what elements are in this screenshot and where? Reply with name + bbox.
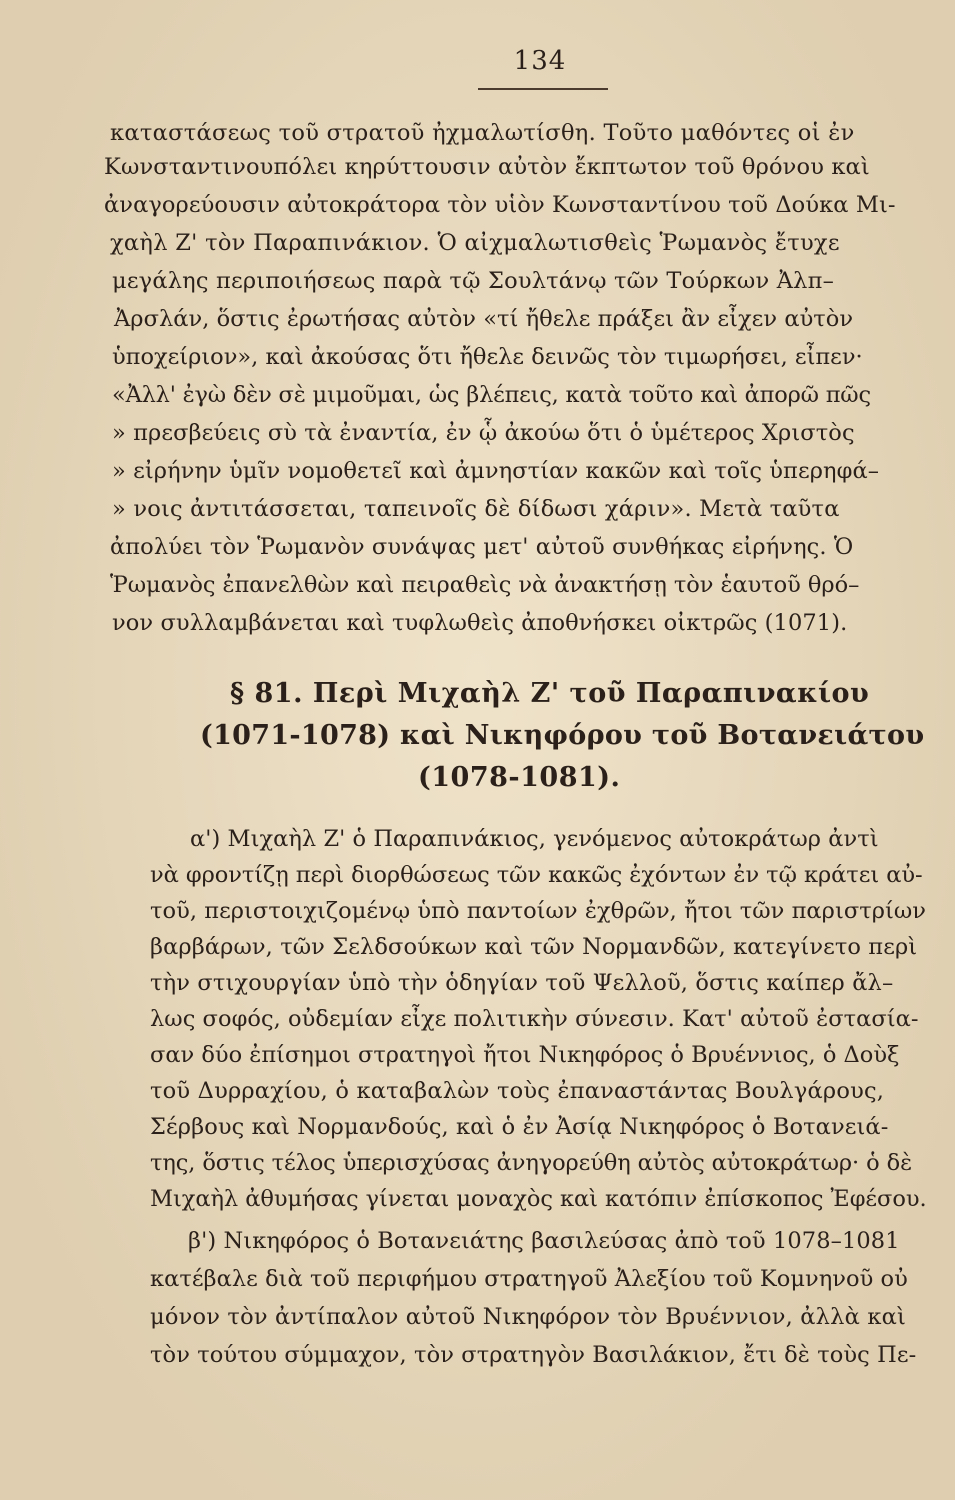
text-line: α') Μιχαὴλ Ζ' ὁ Παραπινάκιος, γενόμενος αὐτοκράτωρ ἀντὶ [190,826,879,852]
text-line: μόνον τὸν ἀντίπαλον αὐτοῦ Νικηφόρον τὸν Βρυέννιον, ἀλλὰ καὶ [150,1304,907,1330]
text-line: «Ἀλλ' ἐγὼ δὲν σὲ μιμοῦμαι, ὡς βλέπεις, κατὰ τοῦτο καὶ ἀπορῶ πῶς [112,382,871,408]
text-line: ἀπολύει τὸν Ῥωμανὸν συνάψας μετ' αὐτοῦ συνθήκας εἰρήνης. Ὁ [110,534,854,560]
page-number: 134 [513,46,567,76]
section-title-line-2: (1071-1078) καὶ Νικηφόρου τοῦ Βοτανειάτου [200,720,925,751]
text-line: τὴν στιχουργίαν ὑπὸ τὴν ὁδηγίαν τοῦ Ψελλοῦ, ὅστις καίπερ ἄλ– [150,970,894,996]
text-line: Ῥωμανὸς ἐπανελθὼν καὶ πειραθεὶς νὰ ἀνακτήσῃ τὸν ἑαυτοῦ θρό– [110,572,860,598]
text-line: Ἀρσλάν, ὅστις ἐρωτήσας αὐτὸν «τί ἤθελε πράξει ἂν εἶχεν αὐτὸν [114,306,854,332]
text-line: τοῦ, περιστοιχιζομένῳ ὑπὸ παντοίων ἐχθρῶν, ἤτοι τῶν παριστρίων [150,898,927,924]
text-line: ὑποχείριον», καὶ ἀκούσας ὅτι ἤθελε δεινῶς τὸν τιμωρήσει, εἶπεν· [112,344,863,370]
text-line: καταστάσεως τοῦ στρατοῦ ἠχμαλωτίσθη. Τοῦτο μαθόντες οἱ ἐν [110,120,855,146]
text-line: μεγάλης περιποιήσεως παρὰ τῷ Σουλτάνῳ τῶν Τούρκων Ἀλπ– [112,268,835,294]
text-line: β') Νικηφόρος ὁ Βοτανειάτης βασιλεύσας ἀπὸ τοῦ 1078–1081 [188,1228,900,1254]
text-line: ἀναγορεύουσιν αὐτοκράτορα τὸν υἱὸν Κωνσταντίνου τοῦ Δούκα Μι- [104,192,896,218]
text-line: » εἰρήνην ὑμῖν νομοθετεῖ καὶ ἀμνηστίαν κακῶν καὶ τοῖς ὑπερηφά– [112,458,880,484]
text-line: νον συλλαμβάνεται καὶ τυφλωθεὶς ἀποθνήσκει οἰκτρῶς (1071). [112,610,848,636]
text-line: της, ὅστις τέλος ὑπερισχύσας ἀνηγορεύθη αὐτὸς αὐτοκράτωρ· ὁ δὲ [150,1150,913,1176]
text-line: Σέρβους καὶ Νορμανδούς, καὶ ὁ ἐν Ἀσίᾳ Νικηφόρος ὁ Βοτανειά- [150,1114,889,1140]
text-line: σαν δύο ἐπίσημοι στρατηγοὶ ἤτοι Νικηφόρος ὁ Βρυέννιος, ὁ Δοὺξ [150,1042,900,1068]
text-line: τοῦ Δυρραχίου, ὁ καταβαλὼν τοὺς ἐπαναστάντας Βουλγάρους, [150,1078,885,1104]
text-line: χαὴλ Ζ' τὸν Παραπινάκιον. Ὁ αἰχμαλωτισθεὶς Ῥωμανὸς ἔτυχε [110,230,840,256]
text-line: βαρβάρων, τῶν Σελδσούκων καὶ τῶν Νορμανδῶν, κατεγίνετο περὶ [150,934,918,960]
section-title-line-1: § 81. Περὶ Μιχαὴλ Ζ' τοῦ Παραπινακίου [230,678,870,709]
page-number-rule [478,88,608,90]
text-line: Μιχαὴλ ἀθυμήσας γίνεται μοναχὸς καὶ κατόπιν ἐπίσκοπος Ἐφέσου. [150,1186,927,1212]
text-line: κατέβαλε διὰ τοῦ περιφήμου στρατηγοῦ Ἀλεξίου τοῦ Κομνηνοῦ οὐ [150,1266,908,1292]
text-line: Κωνσταντινουπόλει κηρύττουσιν αὐτὸν ἔκπτωτον τοῦ θρόνου καὶ [104,154,870,180]
text-line: » πρεσβεύεις σὺ τὰ ἐναντία, ἐν ᾧ ἀκούω ὅτι ὁ ὑμέτερος Χριστὸς [112,420,855,446]
text-line: νὰ φροντίζῃ περὶ διορθώσεως τῶν κακῶς ἐχόντων ἐν τῷ κράτει αὐ- [150,862,923,888]
text-line: λως σοφός, οὐδεμίαν εἶχε πολιτικὴν σύνεσιν. Κατ' αὐτοῦ ἐστασία- [150,1006,919,1032]
section-title-line-3: (1078-1081). [418,762,621,793]
text-line: » νοις ἀντιτάσσεται, ταπεινοῖς δὲ δίδωσι χάριν». Μετὰ ταῦτα [112,496,840,522]
text-line: τὸν τούτου σύμμαχον, τὸν στρατηγὸν Βασιλάκιον, ἔτι δὲ τοὺς Πε- [150,1342,917,1368]
